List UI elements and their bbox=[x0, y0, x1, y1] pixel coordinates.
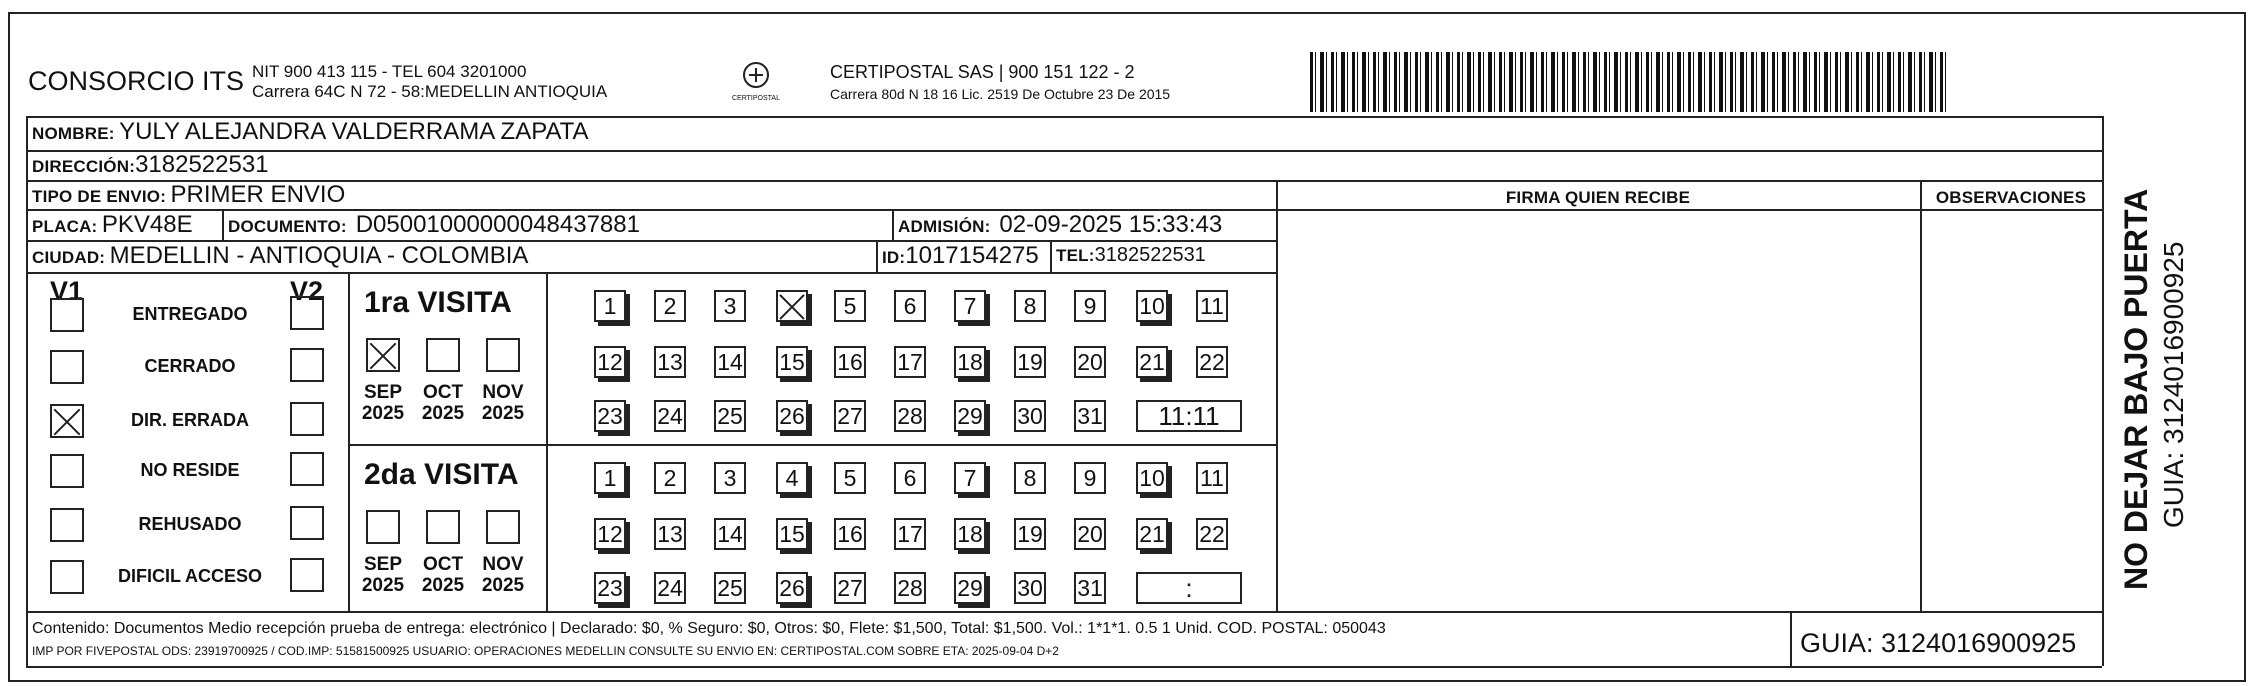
day-box[interactable]: 5 bbox=[834, 290, 866, 322]
v2-label: V2 bbox=[290, 276, 324, 306]
day-box[interactable]: 31 bbox=[1074, 400, 1106, 432]
day-box[interactable]: 21 bbox=[1136, 346, 1168, 378]
day-box[interactable]: 24 bbox=[654, 400, 686, 432]
day-box[interactable]: 25 bbox=[714, 400, 746, 432]
footer-guia: GUIA: 3124016900925 bbox=[1800, 628, 2077, 658]
day-box[interactable]: 13 bbox=[654, 518, 686, 550]
v1-checkbox[interactable] bbox=[50, 560, 84, 594]
status-label: ENTREGADO bbox=[132, 304, 248, 324]
day-box[interactable]: 10 bbox=[1136, 462, 1168, 494]
firma-label: FIRMA QUIEN RECIBE bbox=[1505, 188, 1691, 207]
v1-label: V1 bbox=[50, 276, 84, 306]
logo-icon bbox=[741, 60, 771, 90]
day-box[interactable]: 9 bbox=[1074, 290, 1106, 322]
day-box[interactable]: 3 bbox=[714, 462, 746, 494]
status-label: NO RESIDE bbox=[140, 460, 240, 480]
v2-checkbox[interactable] bbox=[290, 452, 324, 486]
day-box[interactable]: 15 bbox=[776, 518, 808, 550]
day-box[interactable]: 26 bbox=[776, 400, 808, 432]
signature-area[interactable] bbox=[1284, 230, 1912, 600]
day-box[interactable]: 24 bbox=[654, 572, 686, 604]
month-label: NOV 2025 bbox=[481, 382, 525, 424]
certipostal-line: CERTIPOSTAL SAS | 900 151 122 - 2 bbox=[830, 62, 1135, 82]
v2-checkbox[interactable] bbox=[290, 296, 324, 330]
month-label: SEP 2025 bbox=[361, 554, 405, 596]
day-box[interactable]: 17 bbox=[894, 518, 926, 550]
day-box[interactable]: 10 bbox=[1136, 290, 1168, 322]
status-label: CERRADO bbox=[144, 356, 236, 376]
month-checkbox[interactable] bbox=[426, 510, 460, 544]
day-box[interactable]: 23 bbox=[594, 572, 626, 604]
imp-line: IMP POR FIVEPOSTAL ODS: 23919700925 / COD.IMP: 51581500925 USUARIO: OPERACIONES MEDELLIN CONSULTE SU ENVIO EN: CERTIPOSTAL.COM SOBRE ETA: 2025-09-04 D+2 bbox=[32, 644, 1059, 658]
tel-field: TEL:3182522531 bbox=[1056, 244, 1206, 266]
status-label: DIFICIL ACCESO bbox=[117, 566, 262, 586]
day-box[interactable]: 7 bbox=[954, 290, 986, 322]
month-label: SEP 2025 bbox=[361, 382, 405, 424]
day-box[interactable]: 5 bbox=[834, 462, 866, 494]
no-dejar-warning: NO DEJAR BAJO PUERTA bbox=[2118, 188, 2154, 590]
day-box[interactable]: 28 bbox=[894, 400, 926, 432]
day-box[interactable]: 8 bbox=[1014, 462, 1046, 494]
documento-field: DOCUMENTO: D05001000000048437881 bbox=[228, 211, 640, 238]
day-box[interactable]: 15 bbox=[776, 346, 808, 378]
day-box[interactable]: 14 bbox=[714, 518, 746, 550]
tipo-envio-field: TIPO DE ENVIO: PRIMER ENVIO bbox=[32, 181, 346, 208]
nit-line: NIT 900 413 115 - TEL 604 3201000 bbox=[252, 62, 527, 81]
day-box[interactable]: 6 bbox=[894, 462, 926, 494]
day-box[interactable]: 8 bbox=[1014, 290, 1046, 322]
day-box[interactable]: 9 bbox=[1074, 462, 1106, 494]
day-box[interactable]: 20 bbox=[1074, 518, 1106, 550]
day-box[interactable]: 17 bbox=[894, 346, 926, 378]
month-checkbox[interactable] bbox=[486, 510, 520, 544]
day-box[interactable]: 27 bbox=[834, 572, 866, 604]
placa-field: PLACA: PKV48E bbox=[32, 211, 193, 238]
v2-checkbox[interactable] bbox=[290, 558, 324, 592]
v1-checkbox[interactable] bbox=[50, 350, 84, 384]
v2-checkbox[interactable] bbox=[290, 506, 324, 540]
observaciones-label: OBSERVACIONES bbox=[1935, 188, 2087, 207]
month-checkbox[interactable] bbox=[366, 510, 400, 544]
v2-checkbox[interactable] bbox=[290, 402, 324, 436]
day-box[interactable]: 11 bbox=[1196, 462, 1228, 494]
day-box[interactable]: 22 bbox=[1196, 346, 1228, 378]
day-box[interactable]: 11 bbox=[1196, 290, 1228, 322]
contenido-line: Contenido: Documentos Medio recepción prueba de entrega: electrónico | Declarado: $0, % Seguro: $0, Otros: $0, Flete: $1,500, Total: $1,500. Vol.: 1*1*1. 0.5 1 Unid. COD. POSTAL: 050043 bbox=[32, 620, 1386, 637]
address-line: Carrera 64C N 72 - 58:MEDELLIN ANTIOQUIA bbox=[252, 82, 608, 101]
day-box[interactable]: 4 bbox=[776, 462, 808, 494]
day-box[interactable]: 29 bbox=[954, 400, 986, 432]
day-box[interactable]: 14 bbox=[714, 346, 746, 378]
day-box[interactable]: 21 bbox=[1136, 518, 1168, 550]
observations-area[interactable] bbox=[1928, 230, 2094, 600]
side-guia: GUIA: 3124016900925 bbox=[2158, 241, 2189, 528]
direccion-field: DIRECCIÓN:3182522531 bbox=[32, 151, 269, 178]
visit-title: 1ra VISITA bbox=[364, 286, 512, 319]
day-box[interactable]: 26 bbox=[776, 572, 808, 604]
month-label: OCT 2025 bbox=[421, 554, 465, 596]
day-box[interactable]: 27 bbox=[834, 400, 866, 432]
day-box[interactable]: 18 bbox=[954, 346, 986, 378]
month-checkbox[interactable] bbox=[426, 338, 460, 372]
ciudad-field: CIUDAD: MEDELLIN - ANTIOQUIA - COLOMBIA bbox=[32, 242, 529, 269]
day-box-checked[interactable] bbox=[776, 290, 808, 322]
day-box[interactable]: 1 bbox=[594, 290, 626, 322]
day-box[interactable]: 20 bbox=[1074, 346, 1106, 378]
month-label: NOV 2025 bbox=[481, 554, 525, 596]
status-label: REHUSADO bbox=[138, 514, 242, 534]
day-box[interactable]: 16 bbox=[834, 346, 866, 378]
id-field: ID:1017154275 bbox=[882, 242, 1039, 269]
month-checkbox[interactable] bbox=[486, 338, 520, 372]
time-box[interactable]: 11:11 bbox=[1136, 400, 1242, 432]
certipostal-logo: CERTIPOSTAL bbox=[726, 60, 786, 102]
day-box[interactable]: 13 bbox=[654, 346, 686, 378]
day-box[interactable]: 19 bbox=[1014, 346, 1046, 378]
v1-checkbox[interactable] bbox=[50, 404, 84, 438]
day-box[interactable]: 12 bbox=[594, 518, 626, 550]
day-box[interactable]: 25 bbox=[714, 572, 746, 604]
admision-field: ADMISIÓN: 02-09-2025 15:33:43 bbox=[898, 211, 1223, 238]
day-box[interactable]: 6 bbox=[894, 290, 926, 322]
barcode bbox=[1310, 52, 1948, 112]
status-label: DIR. ERRADA bbox=[130, 410, 249, 430]
day-box[interactable]: 3 bbox=[714, 290, 746, 322]
nombre-field: NOMBRE: YULY ALEJANDRA VALDERRAMA ZAPATA bbox=[32, 118, 589, 145]
month-label: OCT 2025 bbox=[421, 382, 465, 424]
day-box[interactable]: 28 bbox=[894, 572, 926, 604]
time-box[interactable]: : bbox=[1136, 572, 1242, 604]
day-box[interactable]: 2 bbox=[654, 290, 686, 322]
company-name: CONSORCIO ITS bbox=[28, 66, 245, 96]
day-box[interactable]: 29 bbox=[954, 572, 986, 604]
day-box[interactable]: 1 bbox=[594, 462, 626, 494]
day-box[interactable]: 22 bbox=[1196, 518, 1228, 550]
visit-title: 2da VISITA bbox=[364, 458, 519, 491]
day-box[interactable]: 12 bbox=[594, 346, 626, 378]
day-box[interactable]: 7 bbox=[954, 462, 986, 494]
day-box[interactable]: 19 bbox=[1014, 518, 1046, 550]
day-box[interactable]: 30 bbox=[1014, 572, 1046, 604]
day-box[interactable]: 31 bbox=[1074, 572, 1106, 604]
v1-checkbox[interactable] bbox=[50, 508, 84, 542]
day-box[interactable]: 30 bbox=[1014, 400, 1046, 432]
v1-checkbox[interactable] bbox=[50, 298, 84, 332]
day-box[interactable]: 2 bbox=[654, 462, 686, 494]
license-line: Carrera 80d N 18 16 Lic. 2519 De Octubre 23 De 2015 bbox=[830, 86, 1171, 102]
day-box[interactable]: 16 bbox=[834, 518, 866, 550]
month-checkbox[interactable] bbox=[366, 338, 400, 372]
day-box[interactable]: 23 bbox=[594, 400, 626, 432]
v1-checkbox[interactable] bbox=[50, 454, 84, 488]
day-box[interactable]: 18 bbox=[954, 518, 986, 550]
v2-checkbox[interactable] bbox=[290, 348, 324, 382]
